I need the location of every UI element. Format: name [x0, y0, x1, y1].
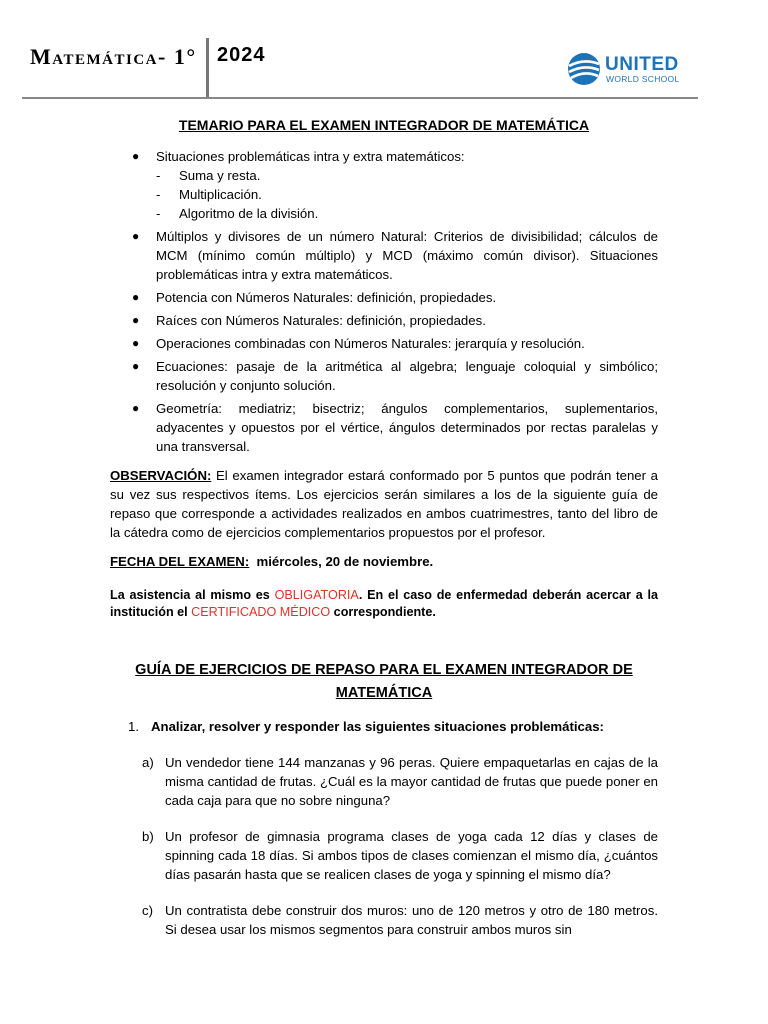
- question-number: 1.: [128, 719, 139, 734]
- header-divider: [206, 38, 209, 98]
- logo-text: UNITED: [605, 54, 679, 75]
- observacion-text: El examen integrador estará conformado por 5 puntos que podrán tener a su vez sus respectivos ítems. Los ejercicios serán similares a los de la siguiente guía de repaso que corresponde a actividades realizados en ambos cuatrimestres, tanto del libro de la cátedra como de ejercicios complementarios propuestos por el profesor.: [110, 468, 658, 540]
- dash-icon: -: [156, 206, 161, 221]
- sub-item: [156, 204, 658, 223]
- list-item: [110, 227, 658, 284]
- document-body: [110, 116, 658, 956]
- certificado-highlight: CERTIFICADO MÉDICO: [191, 605, 331, 619]
- sub-question-text: Un contratista debe construir dos muros: uno de 120 metros y otro de 180 metros. Si desea usar los mismos segmentos para construir ambos muros sin: [165, 903, 658, 937]
- list-item: [110, 334, 658, 353]
- sub-item: [156, 166, 658, 185]
- topic-text: Múltiplos y divisores de un número Natural: Criterios de divisibilidad; cálculos de MCM (mínimo común múltiplo) y MCD (máximo común divisor). Situaciones problemáticas intra y extra matemáticos.: [156, 229, 658, 282]
- sub-item-text: Algoritmo de la división.: [179, 206, 319, 221]
- list-item: [110, 311, 658, 330]
- dash-icon: -: [156, 168, 161, 183]
- asistencia-text: La asistencia al mismo es: [110, 588, 275, 602]
- topic-text: Operaciones combinadas con Números Naturales: jerarquía y resolución.: [156, 336, 585, 351]
- guia-title: [110, 659, 658, 705]
- fecha-label: FECHA DEL EXAMEN:: [110, 554, 250, 569]
- page-header: [0, 0, 768, 100]
- asistencia-paragraph: [110, 587, 658, 621]
- sub-item-text: Suma y resta.: [179, 168, 261, 183]
- list-item: [110, 288, 658, 307]
- bullet-icon: ●: [132, 290, 140, 304]
- topic-text: Raíces con Números Naturales: definición, propiedades.: [156, 313, 486, 328]
- asistencia-text: correspondiente.: [330, 605, 436, 619]
- sub-question-a: [110, 753, 658, 810]
- bullet-icon: ●: [132, 336, 140, 350]
- logo-subtext: WORLD SCHOOL: [606, 74, 680, 84]
- sub-question-text: Un profesor de gimnasia programa clases de yoga cada 12 días y clases de spinning cada 18 días. Si ambos tipos de clases comienzan el mismo día, ¿cuántos días pasarán hasta que se realicen clases de yoga y spinning el mismo día?: [165, 829, 658, 882]
- list-item: [110, 147, 658, 223]
- sub-item-text: Multiplicación.: [179, 187, 262, 202]
- question-text: Analizar, resolver y responder las siguientes situaciones problemáticas:: [151, 719, 604, 734]
- header-year: 2024: [217, 44, 266, 66]
- sub-question-b: [110, 827, 658, 884]
- obligatoria-highlight: OBLIGATORIA: [274, 588, 359, 602]
- topic-text: Ecuaciones: pasaje de la aritmética al algebra; lenguaje coloquial y simbólico; resolución y conjunto solución.: [156, 359, 658, 393]
- globe-icon: [567, 52, 601, 86]
- temario-title: TEMARIO PARA EL EXAMEN INTEGRADOR DE MATEMÁTICA: [178, 117, 590, 133]
- sub-list: [156, 166, 658, 223]
- fecha-paragraph: [110, 552, 658, 571]
- topic-list: [110, 147, 658, 456]
- header-subject: Matemática- 1°: [30, 44, 197, 69]
- guia-title-line: GUÍA DE EJERCICIOS DE REPASO PARA EL EXAMEN INTEGRADOR DE: [135, 662, 633, 678]
- fecha-value: miércoles, 20 de noviembre.: [256, 554, 434, 569]
- topic-text: Geometría: mediatriz; bisectriz; ángulos complementarios, suplementarios, adyacentes y opuestos por el vértice, ángulos determinados por rectas paralelas y una transversal.: [156, 401, 658, 454]
- bullet-icon: ●: [132, 149, 140, 163]
- sub-question-text: Un vendedor tiene 144 manzanas y 96 peras. Quiere empaquetarlas en cajas de la misma cantidad de frutas. ¿Cuál es la mayor cantidad de frutas que puede poner en cada caja para que no sobre ninguna?: [165, 755, 658, 808]
- dash-icon: -: [156, 187, 161, 202]
- header-rule: [22, 97, 698, 99]
- observacion-paragraph: [110, 466, 658, 542]
- sub-item: [156, 185, 658, 204]
- bullet-icon: ●: [132, 229, 140, 243]
- list-item: [110, 357, 658, 395]
- bullet-icon: ●: [132, 359, 140, 373]
- bullet-icon: ●: [132, 401, 140, 415]
- sub-question-letter: c): [142, 903, 153, 918]
- sub-question-letter: b): [142, 829, 154, 844]
- question-1: [110, 717, 658, 736]
- school-logo: [567, 52, 697, 88]
- topic-text: Potencia con Números Naturales: definición, propiedades.: [156, 290, 497, 305]
- sub-question-letter: a): [142, 755, 154, 770]
- sub-question-c: [110, 901, 658, 939]
- topic-text: Situaciones problemáticas intra y extra matemáticos:: [156, 149, 465, 164]
- guia-title-line: MATEMÁTICA: [335, 685, 433, 701]
- observacion-label: OBSERVACIÓN:: [110, 468, 212, 483]
- asistencia-text: . En el caso de enfermedad deberán acercar a la institución el: [110, 588, 658, 619]
- bullet-icon: ●: [132, 313, 140, 327]
- list-item: [110, 399, 658, 456]
